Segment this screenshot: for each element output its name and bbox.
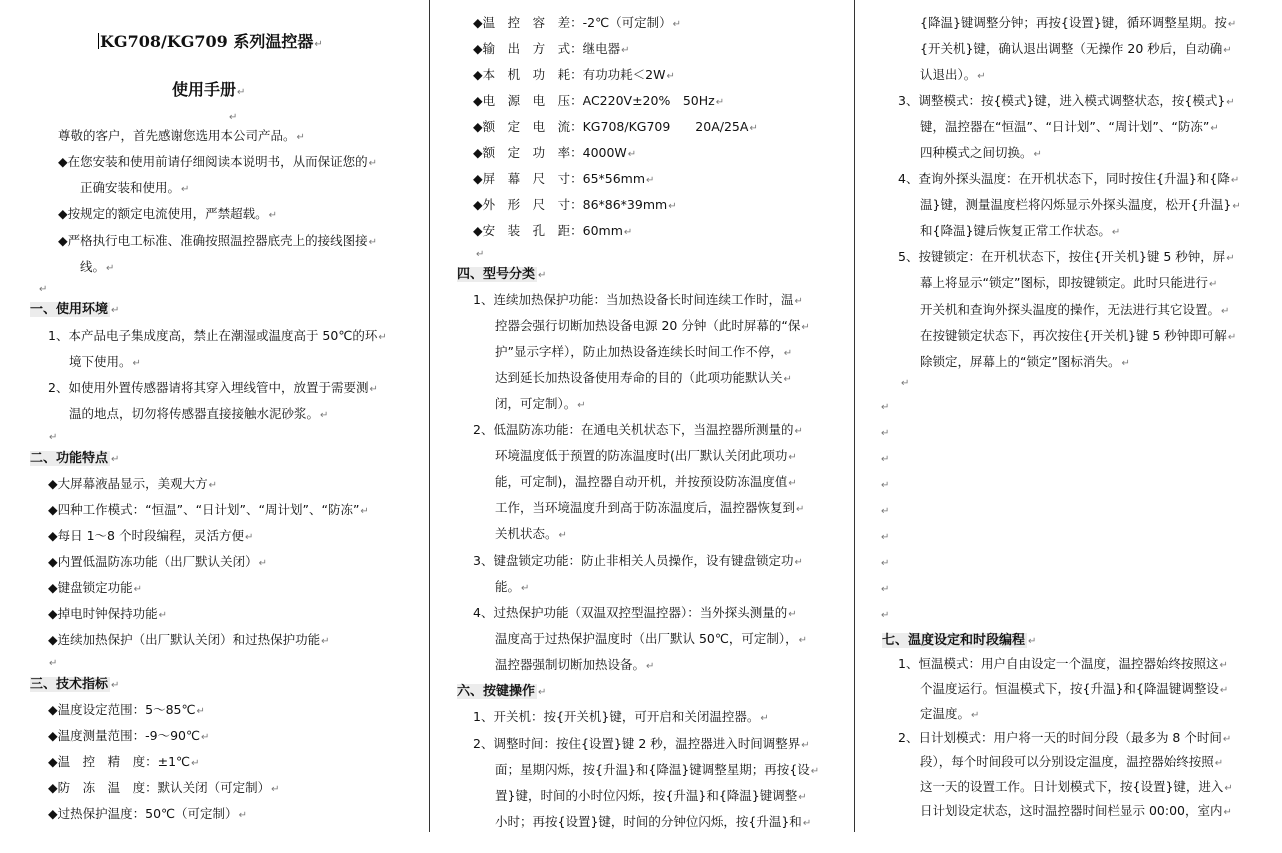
- text-line: [920, 752, 1223, 774]
- line-text: 日计划设定状态，这时温控器时间栏显示 00:00，室内: [920, 803, 1223, 818]
- text-line: [48, 474, 217, 496]
- line-text: ◆本 机 功 耗：有功功耗＜2W: [473, 67, 666, 82]
- paragraph-mark-icon: ↵: [258, 558, 268, 569]
- line-text: 温控器强制切断加热设备。: [495, 657, 646, 672]
- empty-paragraph: [880, 526, 889, 548]
- text-line: [48, 378, 378, 400]
- text-line: [473, 734, 810, 756]
- paragraph-mark-icon: ↵: [296, 132, 305, 143]
- line-text: ◆过热保护温度：50℃（可定制）: [48, 806, 238, 821]
- line-text: 四种模式之间切换。: [920, 145, 1033, 160]
- line-text: 4、过热保护功能（双温双控型温控器）：当外探头测量的: [473, 605, 788, 620]
- paragraph-mark-icon: ↵: [106, 263, 115, 274]
- text-line: [58, 231, 377, 253]
- line-text: 境下使用。: [69, 354, 132, 369]
- column-3: [880, 0, 1258, 853]
- line-text: 5、按键锁定：在开机状态下，按住{开关机}键 5 秒钟，屏: [898, 249, 1226, 264]
- text-line: [898, 247, 1235, 269]
- text-line: [48, 578, 142, 600]
- text-line: [495, 446, 797, 468]
- text-line: [920, 117, 1219, 139]
- text-line: [920, 352, 1130, 374]
- text-line: [920, 326, 1236, 348]
- text-line: [920, 13, 1236, 35]
- column-2: [455, 0, 833, 853]
- paragraph-mark-icon: ↵: [369, 384, 378, 395]
- paragraph-mark-icon: ↵: [881, 584, 890, 595]
- text-cursor: [98, 33, 99, 49]
- line-text: 面；星期闪烁，按{升温}和{降温}键调整星期；再按{设: [495, 762, 810, 777]
- empty-paragraph: [880, 474, 889, 496]
- section-heading: [457, 264, 546, 286]
- text-line: [80, 178, 189, 200]
- text-line: [920, 65, 986, 87]
- text-line: [48, 326, 387, 348]
- paragraph-mark-icon: ↵: [49, 658, 58, 669]
- paragraph-mark-icon: ↵: [794, 426, 803, 437]
- text-line: [69, 404, 328, 426]
- paragraph-mark-icon: ↵: [788, 609, 797, 620]
- paragraph-mark-icon: ↵: [1226, 97, 1235, 108]
- line-text: ◆内置低温防冻功能（出厂默认关闭）: [48, 554, 258, 569]
- text-line: [473, 551, 803, 573]
- paragraph-mark-icon: ↵: [749, 123, 758, 134]
- paragraph-mark-icon: ↵: [577, 400, 586, 411]
- paragraph-mark-icon: ↵: [794, 557, 803, 568]
- line-text: ◆外 形 尺 寸：86*86*39mm: [473, 197, 668, 212]
- empty-paragraph: [228, 106, 237, 128]
- text-line: [58, 152, 377, 174]
- text-line: [473, 221, 632, 243]
- line-text: 尊敬的客户，首先感谢您选用本公司产品。: [58, 128, 296, 143]
- line-text: 能。: [495, 579, 521, 594]
- paragraph-mark-icon: ↵: [321, 636, 330, 647]
- line-text: 正确安装和使用。: [80, 180, 181, 195]
- text-line: [495, 760, 819, 782]
- paragraph-mark-icon: ↵: [788, 452, 797, 463]
- paragraph-mark-icon: ↵: [237, 87, 246, 98]
- paragraph-mark-icon: ↵: [627, 149, 637, 160]
- paragraph-mark-icon: ↵: [977, 71, 986, 82]
- text-line: [473, 13, 681, 35]
- paragraph-mark-icon: ↵: [49, 432, 58, 443]
- paragraph-mark-icon: ↵: [538, 687, 547, 698]
- text-line: [920, 221, 1120, 243]
- line-text: {降温}键调整分钟；再按{设置}键，循环调整星期。按: [920, 15, 1227, 30]
- empty-paragraph: [38, 278, 47, 300]
- line-text: 小时；再按{设置}键，时间的分钟位闪烁，按{升温}和: [495, 814, 802, 829]
- text-line: [473, 195, 677, 217]
- line-text: ◆温度设定范围：5～85℃: [48, 702, 196, 717]
- text-line: [898, 91, 1235, 113]
- paragraph-mark-icon: ↵: [181, 184, 190, 195]
- paragraph-mark-icon: ↵: [881, 558, 890, 569]
- paragraph-mark-icon: ↵: [320, 410, 329, 421]
- text-line: [495, 577, 529, 599]
- section-heading: [882, 630, 1036, 652]
- empty-paragraph: [880, 578, 889, 600]
- text-line: [48, 630, 330, 652]
- line-text: 定温度。: [920, 706, 971, 721]
- paragraph-mark-icon: ↵: [1227, 332, 1237, 343]
- line-text: 六、按键操作: [457, 684, 536, 699]
- text-line: [473, 603, 797, 625]
- text-line: [920, 300, 1229, 322]
- column-1: [28, 0, 410, 853]
- paragraph-mark-icon: ↵: [208, 480, 218, 491]
- document-title: [98, 32, 323, 55]
- text-line: [473, 169, 654, 191]
- paragraph-mark-icon: ↵: [521, 583, 530, 594]
- line-text: ◆温度测量范围：-9～90℃: [48, 728, 201, 743]
- text-line: [898, 654, 1228, 676]
- paragraph-mark-icon: ↵: [196, 706, 205, 717]
- paragraph-mark-icon: ↵: [1230, 175, 1240, 186]
- text-line: [495, 524, 567, 546]
- empty-paragraph: [880, 604, 889, 626]
- paragraph-mark-icon: ↵: [901, 378, 910, 389]
- paragraph-mark-icon: ↵: [783, 348, 793, 359]
- line-text: 温}键，测量温度栏将闪烁显示外探头温度，松开{升温}: [920, 197, 1232, 212]
- section-heading: [30, 674, 119, 696]
- line-text: ◆在您安装和使用前请仔细阅读本说明书，从而保证您的: [58, 154, 368, 169]
- section-heading: [30, 448, 119, 470]
- line-text: 4、查询外探头温度：在开机状态下，同时按住{升温}和{降: [898, 171, 1230, 186]
- paragraph-mark-icon: ↵: [111, 305, 120, 316]
- paragraph-mark-icon: ↵: [314, 39, 323, 50]
- text-line: [473, 117, 758, 139]
- text-line: [495, 394, 586, 416]
- line-text: 段），每个时间段可以分别设定温度，温控器始终按照: [920, 754, 1214, 769]
- paragraph-mark-icon: ↵: [881, 532, 890, 543]
- paragraph-mark-icon: ↵: [881, 454, 890, 465]
- text-line: [473, 290, 803, 312]
- line-text: 护”显示字样），防止加热设备连续长时间工作不停，: [495, 344, 783, 359]
- line-text: ◆电 源 电 压：AC220V±20% 50Hz: [473, 93, 715, 108]
- paragraph-mark-icon: ↵: [1219, 685, 1229, 696]
- paragraph-mark-icon: ↵: [1221, 306, 1230, 317]
- line-text: 达到延长加热设备使用寿命的目的（此项功能默认关: [495, 370, 783, 385]
- text-line: [495, 812, 811, 834]
- paragraph-mark-icon: ↵: [132, 358, 141, 369]
- paragraph-mark-icon: ↵: [238, 810, 247, 821]
- paragraph-mark-icon: ↵: [111, 680, 120, 691]
- paragraph-mark-icon: ↵: [158, 610, 168, 621]
- paragraph-mark-icon: ↵: [476, 249, 485, 260]
- line-text: 在按键锁定状态下，再次按住{开关机}键 5 秒钟即可解: [920, 328, 1227, 343]
- line-text: ◆安 装 孔 距：60mm: [473, 223, 623, 238]
- line-text: 除锁定，屏幕上的“锁定”图标消失。: [920, 354, 1121, 369]
- line-text: 3、键盘锁定功能：防止非相关人员操作，设有键盘锁定功: [473, 553, 794, 568]
- line-text: 1、连续加热保护功能：当加热设备长时间连续工作时，温: [473, 292, 794, 307]
- text-line: [48, 552, 267, 574]
- section-heading: [457, 681, 546, 703]
- paragraph-mark-icon: ↵: [801, 740, 810, 751]
- paragraph-mark-icon: ↵: [268, 210, 278, 221]
- paragraph-mark-icon: ↵: [39, 284, 48, 295]
- text-line: [495, 316, 810, 338]
- line-text: 键，温控器在“恒温”、“日计划”、“周计划”、“防冻”: [920, 119, 1210, 134]
- text-line: [898, 728, 1231, 750]
- line-text: 闭，可定制）。: [495, 396, 577, 411]
- text-line: [920, 777, 1233, 799]
- line-text: 环境温度低于预置的防冻温度时(出厂默认关闭此项功: [495, 448, 788, 463]
- line-text: 一、使用环境: [30, 302, 109, 317]
- paragraph-mark-icon: ↵: [971, 710, 980, 721]
- paragraph-mark-icon: ↵: [798, 635, 808, 646]
- text-line: [473, 39, 630, 61]
- line-text: 个温度运行。恒温模式下，按{升温}和{降温键调整设: [920, 681, 1219, 696]
- text-line: [495, 655, 654, 677]
- line-text: 温的地点，切勿将传感器直接接触水泥砂浆。: [69, 406, 320, 421]
- paragraph-mark-icon: ↵: [1226, 253, 1235, 264]
- line-text: ◆防 冻 温 度：默认关闭（可定制）: [48, 780, 271, 795]
- paragraph-mark-icon: ↵: [368, 237, 378, 248]
- line-text: ◆掉电时钟保持功能: [48, 606, 158, 621]
- paragraph-mark-icon: ↵: [802, 818, 812, 829]
- line-text: 三、技术指标: [30, 677, 109, 692]
- paragraph-mark-icon: ↵: [244, 532, 254, 543]
- paragraph-mark-icon: ↵: [1028, 636, 1037, 647]
- line-text: 温度高于过热保护温度时（出厂默认 50℃，可定制），: [495, 631, 798, 646]
- paragraph-mark-icon: ↵: [794, 296, 803, 307]
- document-subtitle: [172, 80, 245, 103]
- empty-paragraph: [880, 396, 889, 418]
- text-line: [58, 204, 277, 226]
- paragraph-mark-icon: ↵: [881, 506, 890, 517]
- text-line: [48, 778, 280, 800]
- paragraph-mark-icon: ↵: [1210, 123, 1219, 134]
- paragraph-mark-icon: ↵: [788, 478, 797, 489]
- text-line: [473, 143, 636, 165]
- line-text: 使用手册: [172, 80, 237, 99]
- line-text: 3、调整模式：按{模式}键，进入模式调整状态，按{模式}: [898, 93, 1226, 108]
- line-text: 七、温度设定和时段编程: [882, 633, 1026, 648]
- paragraph-mark-icon: ↵: [201, 732, 210, 743]
- text-line: [48, 700, 205, 722]
- line-text: 这一天的设置工作。日计划模式下，按{设置}键，进入: [920, 779, 1224, 794]
- paragraph-mark-icon: ↵: [796, 504, 805, 515]
- text-line: [473, 91, 724, 113]
- paragraph-mark-icon: ↵: [1224, 783, 1233, 794]
- paragraph-mark-icon: ↵: [646, 661, 655, 672]
- text-line: [48, 804, 247, 826]
- paragraph-mark-icon: ↵: [133, 584, 143, 595]
- text-line: [495, 342, 792, 364]
- paragraph-mark-icon: ↵: [111, 454, 120, 465]
- paragraph-mark-icon: ↵: [1121, 358, 1130, 369]
- empty-paragraph: [880, 448, 889, 470]
- paragraph-mark-icon: ↵: [360, 506, 369, 517]
- paragraph-mark-icon: ↵: [1227, 19, 1237, 30]
- paragraph-mark-icon: ↵: [760, 713, 769, 724]
- column-divider: [429, 0, 430, 832]
- paragraph-mark-icon: ↵: [646, 175, 655, 186]
- line-text: ◆按规定的额定电流使用，严禁超载。: [58, 206, 268, 221]
- paragraph-mark-icon: ↵: [881, 402, 890, 413]
- text-line: [48, 500, 369, 522]
- line-text: ◆每日 1～8 个时段编程，灵活方便: [48, 528, 244, 543]
- line-text: {开关机}键，确认退出调整（无操作 20 秒后，自动确: [920, 41, 1223, 56]
- line-text: 2、调整时间：按住{设置}键 2 秒，温控器进入时间调整界: [473, 736, 801, 751]
- paragraph-mark-icon: ↵: [191, 758, 200, 769]
- empty-paragraph: [880, 552, 889, 574]
- paragraph-mark-icon: ↵: [881, 428, 890, 439]
- paragraph-mark-icon: ↵: [672, 19, 682, 30]
- line-text: ◆连续加热保护（出厂默认关闭）和过热保护功能: [48, 632, 321, 647]
- paragraph-mark-icon: ↵: [783, 374, 792, 385]
- line-text: ◆屏 幕 尺 寸：65*56mm: [473, 171, 646, 186]
- line-text: 1、本产品电子集成度高，禁止在潮湿或温度高于 50℃的环: [48, 328, 378, 343]
- empty-paragraph: [475, 243, 484, 265]
- line-text: 幕上将显示“锁定”图标，即按键锁定。此时只能进行: [920, 275, 1208, 290]
- text-line: [495, 629, 807, 651]
- line-text: ◆大屏幕液晶显示，美观大方: [48, 476, 208, 491]
- paragraph-mark-icon: ↵: [271, 784, 280, 795]
- line-text: ◆额 定 功 率：4000W: [473, 145, 627, 160]
- paragraph-mark-icon: ↵: [715, 97, 725, 108]
- paragraph-mark-icon: ↵: [881, 610, 890, 621]
- paragraph-mark-icon: ↵: [1223, 807, 1232, 818]
- text-line: [920, 273, 1217, 295]
- text-line: [80, 257, 114, 279]
- line-text: 置}键，时间的小时位闪烁，按{升温}和{降温}键调整: [495, 788, 798, 803]
- line-text: ◆输 出 方 式：继电器: [473, 41, 621, 56]
- paragraph-mark-icon: ↵: [1214, 758, 1224, 769]
- line-text: 2、日计划模式：用户将一天的时间分段（最多为 8 个时间: [898, 730, 1222, 745]
- paragraph-mark-icon: ↵: [1208, 279, 1218, 290]
- text-line: [920, 39, 1232, 61]
- line-text: 线。: [80, 259, 106, 274]
- paragraph-mark-icon: ↵: [668, 201, 677, 212]
- text-line: [495, 472, 797, 494]
- line-text: 认退出）。: [920, 67, 977, 82]
- paragraph-mark-icon: ↵: [881, 480, 890, 491]
- column-divider: [854, 0, 855, 832]
- text-line: [473, 420, 803, 442]
- line-text: 二、功能特点: [30, 451, 109, 466]
- line-text: KG708/KG709 系列温控器: [100, 32, 314, 51]
- text-line: [495, 498, 804, 520]
- line-text: ◆额 定 电 流：KG708/KG709 20A/25A: [473, 119, 749, 134]
- text-line: [58, 126, 305, 148]
- paragraph-mark-icon: ↵: [798, 792, 807, 803]
- empty-paragraph: [880, 422, 889, 444]
- empty-paragraph: [48, 426, 57, 448]
- text-line: [920, 679, 1228, 701]
- section-heading: [30, 299, 119, 321]
- text-line: [495, 368, 792, 390]
- line-text: 2、如使用外置传感器请将其穿入埋线管中，放置于需要测: [48, 380, 369, 395]
- paragraph-mark-icon: ↵: [801, 322, 810, 333]
- text-line: [920, 704, 979, 726]
- paragraph-mark-icon: ↵: [558, 530, 567, 541]
- line-text: ◆温 控 容 差：-2℃（可定制）: [473, 15, 672, 30]
- line-text: 1、恒温模式：用户自由设定一个温度，温控器始终按照这: [898, 656, 1219, 671]
- paragraph-mark-icon: ↵: [538, 270, 547, 281]
- text-line: [920, 195, 1241, 217]
- text-line: [48, 726, 209, 748]
- line-text: ◆温 控 精 度：±1℃: [48, 754, 191, 769]
- text-line: [48, 752, 199, 774]
- line-text: ◆严格执行电工标准、准确按照温控器底壳上的接线图接: [58, 233, 368, 248]
- text-line: [920, 801, 1232, 823]
- paragraph-mark-icon: ↵: [1111, 227, 1121, 238]
- text-line: [495, 786, 807, 808]
- line-text: 2、低温防冻功能：在通电关机状态下，当温控器所测量的: [473, 422, 794, 437]
- line-text: 工作，当环境温度升到高于防冻温度后，温控器恢复到: [495, 500, 796, 515]
- text-line: [920, 143, 1042, 165]
- line-text: 控器会强行切断加热设备电源 20 分钟（此时屏幕的“保: [495, 318, 801, 333]
- paragraph-mark-icon: ↵: [229, 112, 238, 123]
- text-line: [473, 707, 769, 729]
- paragraph-mark-icon: ↵: [378, 332, 387, 343]
- text-line: [898, 169, 1239, 191]
- paragraph-mark-icon: ↵: [1219, 660, 1228, 671]
- text-line: [48, 604, 167, 626]
- line-text: 四、型号分类: [457, 267, 536, 282]
- text-line: [69, 352, 141, 374]
- paragraph-mark-icon: ↵: [1033, 149, 1042, 160]
- paragraph-mark-icon: ↵: [1232, 201, 1241, 212]
- line-text: 能，可定制)，温控器自动开机，并按预设防冻温度值: [495, 474, 788, 489]
- line-text: 1、开关机：按{开关机}键，可开启和关闭温控器。: [473, 709, 760, 724]
- paragraph-mark-icon: ↵: [621, 45, 630, 56]
- text-line: [473, 65, 675, 87]
- line-text: 关机状态。: [495, 526, 558, 541]
- line-text: ◆键盘锁定功能: [48, 580, 133, 595]
- paragraph-mark-icon: ↵: [1223, 45, 1232, 56]
- line-text: 和{降温}键后恢复正常工作状态。: [920, 223, 1111, 238]
- paragraph-mark-icon: ↵: [1222, 734, 1232, 745]
- empty-paragraph: [48, 652, 57, 674]
- paragraph-mark-icon: ↵: [368, 158, 378, 169]
- paragraph-mark-icon: ↵: [623, 227, 633, 238]
- line-text: ◆四种工作模式：“恒温”、“日计划”、“周计划”、“防冻”: [48, 502, 360, 517]
- paragraph-mark-icon: ↵: [810, 766, 820, 777]
- empty-paragraph: [880, 500, 889, 522]
- text-line: [48, 526, 253, 548]
- paragraph-mark-icon: ↵: [666, 71, 675, 82]
- line-text: 开关机和查询外探头温度的操作，无法进行其它设置。: [920, 302, 1221, 317]
- empty-paragraph: [900, 372, 909, 394]
